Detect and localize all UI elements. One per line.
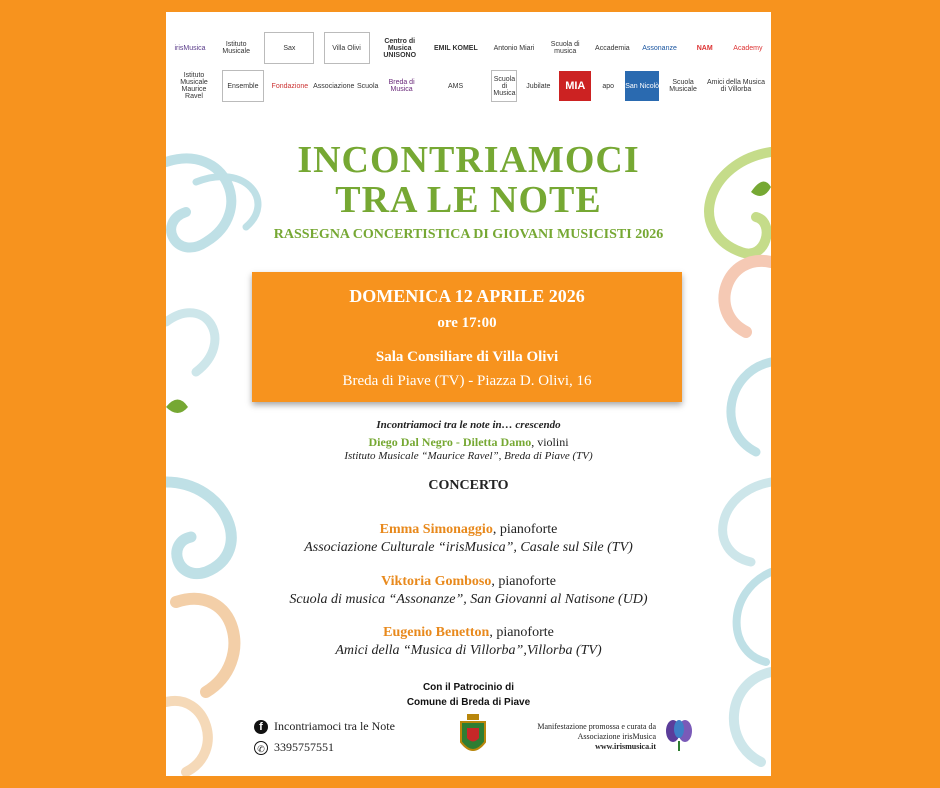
logo: Centro di Musica UNISONO [383,37,417,59]
coat-of-arms-icon [458,714,488,760]
promoter-info [496,722,656,752]
performer-name: Viktoria Gomboso [381,574,492,589]
facebook-icon: f [254,720,268,734]
logo: irisMusica [174,44,206,52]
performer-school: Associazione Culturale “irisMusica”, Casale sul Sile (TV) [304,540,633,555]
sponsor-logos-row-1 [172,30,765,66]
crescendo-title: Incontriamoci tra le note in… crescendo [376,419,561,431]
iris-logo-icon [663,717,695,757]
logo: Associazione [313,82,355,90]
logo: Scuola di musica [550,41,580,55]
phone-contact [254,740,334,755]
logo: Istituto Musicale Maurice Ravel [180,72,208,100]
crescendo-performers [166,435,771,450]
logo: NAM [696,44,713,52]
poster-title-line-1: INCONTRIAMOCI [297,139,640,181]
crescendo-school: Istituto Musicale “Maurice Ravel”, Breda di Piave (TV) [344,450,593,462]
facebook-page-name: Incontriamoci tra le Note [274,719,395,733]
promoter-line-1: Manifestazione promossa e curata da [537,722,656,731]
crescendo-names: Diego Dal Negro - Diletta Damo [368,435,532,449]
performer-instrument: , pianoforte [492,522,558,537]
performer-instrument: , pianoforte [491,574,556,589]
phone-number: 3395757551 [274,740,334,754]
logo: apo [602,82,615,90]
poster-title-line-2: TRA LE NOTE [335,179,602,221]
performer-line [166,522,771,538]
logo: Jubilate [526,82,551,90]
event-date-box [252,272,682,402]
poster-subtitle: RASSEGNA CONCERTISTICA DI GIOVANI MUSICISTI 2026 [273,227,664,242]
logo: Antonio Miari [493,44,535,52]
promoter-website: www.irismusica.it [595,742,656,751]
logo: Sax [264,32,314,64]
performer-school: Amici della “Musica di Villorba”,Villorba (TV) [335,643,602,658]
promoter-line-2: Associazione irisMusica [577,732,656,741]
event-venue: Sala Consiliare di Villa Olivi [375,349,559,365]
logo: Academy [733,44,763,52]
performer-instrument: , pianoforte [489,625,554,640]
logo: Breda di Musica [388,79,415,93]
logo: Accademia [595,44,630,52]
event-time: ore 17:00 [437,315,497,331]
logo: AMS [447,82,464,90]
logo: San Nicolò [625,71,659,101]
logo: Fondazione [271,82,309,90]
performer-name: Eugenio Benetton [383,625,490,640]
event-poster [166,12,771,776]
logo: Villa Olivi [324,32,370,64]
logo: Assonanze [642,44,677,52]
performer-line [166,574,771,590]
performer-school: Scuola di musica “Assonanze”, San Giovanni al Natisone (UD) [289,592,648,607]
crescendo-instrument: , violini [531,435,569,449]
logo: Scuola Musicale [669,79,697,93]
phone-icon: ✆ [254,741,268,755]
patronage-line-1: Con il Patrocinio di [422,682,515,693]
facebook-contact [254,719,395,734]
logo: Scuola di Musica [491,70,517,102]
logo: Istituto Musicale [222,41,250,55]
performer-line [166,625,771,641]
patronage-line-2: Comune di Breda di Piave [406,697,531,708]
event-date: DOMENICA 12 APRILE 2026 [349,286,585,306]
performer-name: Emma Simonaggio [379,522,493,537]
logo: EMIL KOMEL [433,44,478,52]
event-address: Breda di Piave (TV) - Piazza D. Olivi, 16 [342,373,592,389]
logo: Amici della Musica di Villorba [707,79,765,93]
logo: Ensemble [222,70,264,102]
logo: Scuola [356,82,379,90]
sponsor-logos-row-2 [172,68,765,104]
logo: MIA [559,71,591,101]
concerto-heading: CONCERTO [428,478,509,493]
